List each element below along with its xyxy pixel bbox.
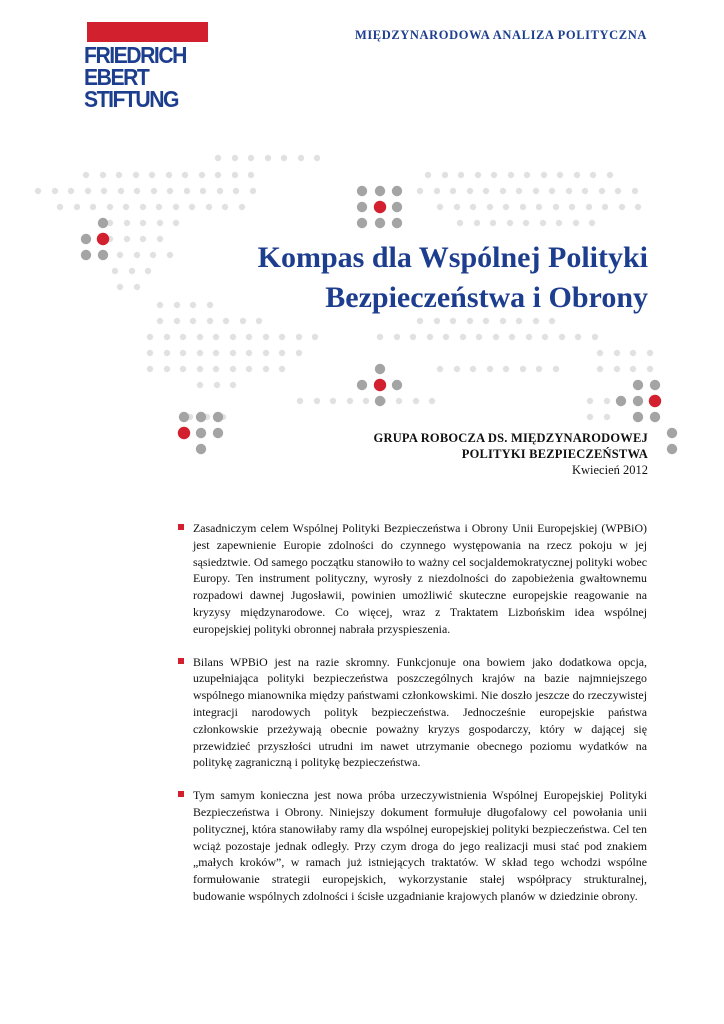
map-dot bbox=[541, 172, 547, 178]
map-dot bbox=[157, 302, 163, 308]
map-dot bbox=[197, 366, 203, 372]
map-dot bbox=[180, 366, 186, 372]
map-dot bbox=[279, 350, 285, 356]
map-dot bbox=[410, 334, 416, 340]
map-dot bbox=[540, 220, 546, 226]
map-dot bbox=[134, 188, 140, 194]
map-dot bbox=[248, 172, 254, 178]
map-dot bbox=[592, 334, 598, 340]
map-dot bbox=[297, 398, 303, 404]
map-dot bbox=[265, 155, 271, 161]
map-dot bbox=[196, 428, 206, 438]
map-dot bbox=[197, 350, 203, 356]
map-dot bbox=[182, 172, 188, 178]
map-dot bbox=[357, 202, 367, 212]
map-dot bbox=[490, 220, 496, 226]
paragraph-text: Tym samym konieczna jest nowa próba urzeczywistnienia Wspólnej Europejskiej Polityki Bezpieczeństwa i Obrony. Niniejszy dokument formułuje długofalowy cel powołania unii politycznej, która stanowiłaby ramy dla wspólnej europejskiej polityki bezpieczeństwa. Cel ten wciąż pozostaje jednak odległy. Przy czym droga do jego realizacji musi stać pod znakiem „małych kroków”, w ramach już istniejących traktatów. W skład tego wchodzi wspólne formułowanie strategii europejskich, wykorzystanie stałej współpracy strukturalnej, budowanie wspólnych zdolności i ścisłe uzgadnianie krajowych planów w dziedzinie obrony. bbox=[193, 788, 647, 903]
map-dot bbox=[417, 188, 423, 194]
map-dot bbox=[167, 252, 173, 258]
map-dot bbox=[516, 318, 522, 324]
map-dot bbox=[437, 204, 443, 210]
map-dot bbox=[467, 188, 473, 194]
map-dot bbox=[493, 334, 499, 340]
map-dot bbox=[98, 250, 108, 260]
map-dot bbox=[166, 172, 172, 178]
map-dot bbox=[74, 204, 80, 210]
map-dot bbox=[667, 444, 677, 454]
map-dot bbox=[97, 233, 109, 245]
map-dot bbox=[582, 188, 588, 194]
map-dot bbox=[392, 186, 402, 196]
map-dot bbox=[553, 204, 559, 210]
map-dot bbox=[330, 398, 336, 404]
map-dot bbox=[164, 350, 170, 356]
map-dot bbox=[178, 427, 190, 439]
map-dot bbox=[215, 172, 221, 178]
map-dot bbox=[173, 220, 179, 226]
map-dot bbox=[246, 366, 252, 372]
map-dot bbox=[81, 234, 91, 244]
map-dot bbox=[377, 334, 383, 340]
map-dot bbox=[429, 398, 435, 404]
map-dot bbox=[279, 334, 285, 340]
map-dot bbox=[476, 334, 482, 340]
map-dot bbox=[533, 318, 539, 324]
map-dot bbox=[164, 366, 170, 372]
map-dot bbox=[375, 396, 385, 406]
map-dot bbox=[197, 382, 203, 388]
summary-paragraph bbox=[178, 520, 647, 638]
map-dot bbox=[597, 350, 603, 356]
map-dot bbox=[246, 350, 252, 356]
map-dot bbox=[503, 204, 509, 210]
map-dot bbox=[457, 220, 463, 226]
map-dot bbox=[147, 350, 153, 356]
map-dot bbox=[207, 318, 213, 324]
map-dot bbox=[101, 188, 107, 194]
map-dot bbox=[134, 252, 140, 258]
map-dot bbox=[196, 444, 206, 454]
map-dot bbox=[250, 188, 256, 194]
paragraph-text: Zasadniczym celem Wspólnej Polityki Bezpieczeństwa i Obrony Unii Europejskiej (WPBiO) jest zapewnienie Europie zdolności do czynnego występowania na rzecz pokoju w jej sąsiedztwie. Od samego początku stanowiło to ważny cel socjaldemokratycznej polityki wobec Europy. Ten instrument polityczny, wyrosły z niezdolności do zapobieżenia gwałtownemu rozpadowi dawnej Jugosławii, powinien umożliwić skuteczne europejskie reagowanie na kryzysy międzynarodowe. Co więcej, wraz z Traktatem Lizbońskim idea wspólnej europejskiej polityki obronnej nabrała przyspieszenia. bbox=[193, 521, 647, 636]
map-dot bbox=[233, 188, 239, 194]
map-dot bbox=[174, 318, 180, 324]
map-dot bbox=[599, 188, 605, 194]
map-dot bbox=[230, 382, 236, 388]
map-dot bbox=[542, 334, 548, 340]
map-dot bbox=[116, 172, 122, 178]
map-dot bbox=[189, 204, 195, 210]
map-dot bbox=[450, 188, 456, 194]
map-dot bbox=[214, 382, 220, 388]
map-dot bbox=[590, 172, 596, 178]
map-dot bbox=[604, 398, 610, 404]
document-meta bbox=[374, 430, 648, 478]
map-dot bbox=[81, 250, 91, 260]
map-dot bbox=[454, 366, 460, 372]
map-dot bbox=[239, 204, 245, 210]
map-dot bbox=[100, 172, 106, 178]
map-dot bbox=[536, 366, 542, 372]
map-dot bbox=[248, 155, 254, 161]
map-dot bbox=[650, 412, 660, 422]
map-dot bbox=[503, 366, 509, 372]
map-dot bbox=[35, 188, 41, 194]
map-dot bbox=[213, 366, 219, 372]
publication-date: Kwiecień 2012 bbox=[571, 463, 648, 477]
map-dot bbox=[630, 350, 636, 356]
map-dot bbox=[217, 188, 223, 194]
map-dot bbox=[633, 396, 643, 406]
map-dot bbox=[129, 268, 135, 274]
map-dot bbox=[437, 366, 443, 372]
bullet-square-icon bbox=[178, 791, 184, 797]
map-dot bbox=[123, 204, 129, 210]
map-dot bbox=[413, 398, 419, 404]
map-dot bbox=[145, 268, 151, 274]
bullet-square-icon bbox=[178, 524, 184, 530]
map-dot bbox=[167, 188, 173, 194]
map-dot bbox=[117, 252, 123, 258]
map-dot bbox=[312, 334, 318, 340]
summary-paragraph bbox=[178, 654, 647, 772]
map-dot bbox=[190, 318, 196, 324]
map-dot bbox=[460, 334, 466, 340]
title-line-1: Kompas dla Wspólnej Polityki bbox=[257, 241, 648, 274]
map-dot bbox=[470, 366, 476, 372]
map-dot bbox=[647, 350, 653, 356]
map-dot bbox=[633, 380, 643, 390]
map-dot bbox=[173, 204, 179, 210]
map-dot bbox=[396, 398, 402, 404]
map-dot bbox=[222, 204, 228, 210]
title-line-2: Bezpieczeństwa i Obrony bbox=[325, 281, 648, 314]
map-dot bbox=[83, 172, 89, 178]
map-dot bbox=[587, 414, 593, 420]
logo-line-1: FRIEDRICH bbox=[84, 42, 186, 68]
map-dot bbox=[574, 172, 580, 178]
map-dot bbox=[500, 318, 506, 324]
summary-content bbox=[178, 520, 647, 921]
map-dot bbox=[509, 334, 515, 340]
map-dot bbox=[263, 366, 269, 372]
map-dot bbox=[140, 220, 146, 226]
map-dot bbox=[487, 204, 493, 210]
map-dot bbox=[442, 172, 448, 178]
map-dot bbox=[392, 202, 402, 212]
map-dot bbox=[314, 155, 320, 161]
map-dot bbox=[112, 268, 118, 274]
map-dot bbox=[587, 398, 593, 404]
map-dot bbox=[347, 398, 353, 404]
map-dot bbox=[458, 172, 464, 178]
map-dot bbox=[124, 236, 130, 242]
map-dot bbox=[454, 204, 460, 210]
map-dot bbox=[223, 318, 229, 324]
map-dot bbox=[85, 188, 91, 194]
map-dot bbox=[232, 155, 238, 161]
map-dot bbox=[140, 236, 146, 242]
map-dot bbox=[474, 220, 480, 226]
map-dot bbox=[140, 204, 146, 210]
map-dot bbox=[298, 155, 304, 161]
map-dot bbox=[375, 186, 385, 196]
map-dot bbox=[443, 334, 449, 340]
map-dot bbox=[357, 380, 367, 390]
map-dot bbox=[533, 188, 539, 194]
map-dot bbox=[602, 204, 608, 210]
map-dot bbox=[157, 318, 163, 324]
map-dot bbox=[375, 218, 385, 228]
logo-line-3: STIFTUNG bbox=[84, 86, 179, 112]
map-dot bbox=[357, 186, 367, 196]
map-dot bbox=[614, 350, 620, 356]
map-dot bbox=[124, 220, 130, 226]
map-dot bbox=[536, 204, 542, 210]
map-dot bbox=[557, 172, 563, 178]
map-dot bbox=[649, 395, 661, 407]
map-dot bbox=[394, 334, 400, 340]
map-dot bbox=[296, 350, 302, 356]
map-dot bbox=[630, 366, 636, 372]
map-dot bbox=[156, 204, 162, 210]
map-dot bbox=[573, 220, 579, 226]
map-dot bbox=[569, 204, 575, 210]
map-dot bbox=[57, 204, 63, 210]
map-dot bbox=[213, 412, 223, 422]
map-dot bbox=[526, 334, 532, 340]
map-dot bbox=[206, 204, 212, 210]
map-dot bbox=[604, 414, 610, 420]
map-dot bbox=[180, 350, 186, 356]
map-dot bbox=[314, 398, 320, 404]
map-dot bbox=[232, 172, 238, 178]
map-dot bbox=[134, 284, 140, 290]
map-dot bbox=[256, 318, 262, 324]
map-dot bbox=[508, 172, 514, 178]
map-dot bbox=[483, 318, 489, 324]
map-dot bbox=[52, 188, 58, 194]
map-dot bbox=[196, 412, 206, 422]
map-dot bbox=[107, 204, 113, 210]
map-dot bbox=[363, 398, 369, 404]
map-dot bbox=[375, 364, 385, 374]
map-dot bbox=[296, 334, 302, 340]
series-title: MIĘDZYNARODOWA ANALIZA POLITYCZNA bbox=[354, 28, 647, 42]
map-dot bbox=[615, 188, 621, 194]
map-dot bbox=[147, 334, 153, 340]
map-dot bbox=[117, 284, 123, 290]
map-dot bbox=[507, 220, 513, 226]
map-dot bbox=[246, 334, 252, 340]
author-line-1: GRUPA ROBOCZA DS. MIĘDZYNARODOWEJ bbox=[373, 431, 648, 445]
map-dot bbox=[68, 188, 74, 194]
map-dot bbox=[240, 318, 246, 324]
map-dot bbox=[549, 318, 555, 324]
map-dot bbox=[157, 220, 163, 226]
map-dot bbox=[619, 204, 625, 210]
map-dot bbox=[427, 334, 433, 340]
map-dot bbox=[556, 220, 562, 226]
map-dot bbox=[607, 172, 613, 178]
map-dot bbox=[586, 204, 592, 210]
map-dot bbox=[279, 366, 285, 372]
map-dot bbox=[487, 366, 493, 372]
map-dot bbox=[616, 396, 626, 406]
map-dot bbox=[475, 172, 481, 178]
map-dot bbox=[147, 366, 153, 372]
map-dot bbox=[157, 236, 163, 242]
map-dot bbox=[151, 188, 157, 194]
map-dot bbox=[118, 188, 124, 194]
map-dot bbox=[575, 334, 581, 340]
logo-line-2: EBERT bbox=[84, 64, 149, 90]
map-dot bbox=[434, 318, 440, 324]
map-dot bbox=[597, 366, 603, 372]
map-dot bbox=[392, 380, 402, 390]
map-dot bbox=[633, 412, 643, 422]
map-dot bbox=[374, 201, 386, 213]
map-dot bbox=[650, 380, 660, 390]
map-dot bbox=[566, 188, 572, 194]
map-dot bbox=[213, 334, 219, 340]
map-dot bbox=[263, 350, 269, 356]
map-dot bbox=[434, 188, 440, 194]
map-dot bbox=[417, 318, 423, 324]
map-dot bbox=[425, 172, 431, 178]
map-dot bbox=[559, 334, 565, 340]
map-dot bbox=[164, 334, 170, 340]
map-dot bbox=[483, 188, 489, 194]
map-dot bbox=[230, 350, 236, 356]
map-dot bbox=[667, 428, 677, 438]
author-line-2: POLITYKI BEZPIECZEŃSTWA bbox=[461, 447, 648, 461]
map-dot bbox=[470, 204, 476, 210]
map-dot bbox=[516, 188, 522, 194]
map-dot bbox=[179, 412, 189, 422]
map-dot bbox=[90, 204, 96, 210]
map-dot bbox=[500, 188, 506, 194]
map-dot bbox=[213, 350, 219, 356]
map-dot bbox=[184, 188, 190, 194]
map-dot bbox=[647, 366, 653, 372]
map-dot bbox=[614, 366, 620, 372]
map-dot bbox=[392, 218, 402, 228]
map-dot bbox=[523, 220, 529, 226]
map-dot bbox=[213, 428, 223, 438]
map-dot bbox=[230, 366, 236, 372]
map-dot bbox=[520, 204, 526, 210]
summary-paragraph bbox=[178, 787, 647, 905]
map-dot bbox=[450, 318, 456, 324]
document-title bbox=[188, 238, 648, 318]
map-dot bbox=[374, 379, 386, 391]
map-dot bbox=[524, 172, 530, 178]
map-dot bbox=[635, 204, 641, 210]
map-dot bbox=[98, 218, 108, 228]
map-dot bbox=[281, 155, 287, 161]
map-dot bbox=[149, 172, 155, 178]
map-dot bbox=[589, 220, 595, 226]
map-dot bbox=[549, 188, 555, 194]
map-dot bbox=[199, 172, 205, 178]
map-dot bbox=[180, 334, 186, 340]
map-dot bbox=[174, 302, 180, 308]
map-dot bbox=[197, 334, 203, 340]
map-dot bbox=[467, 318, 473, 324]
map-dot bbox=[215, 155, 221, 161]
map-dot bbox=[200, 188, 206, 194]
paragraph-text: Bilans WPBiO jest na razie skromny. Funkcjonuje ona bowiem jako dodatkowa opcja, uzupełniająca polityki bezpieczeństwa poszczególnych krajów na bazie najmniejszego wspólnego mianownika między państwami członkowskimi. Nie doszło jeszcze do rzeczywistej integracji narodowych polityk bezpieczeństwa. Jednocześnie europejskie państwa członkowskie przeżywają obecnie poważny kryzys gospodarczy, który w dającej się przewidzieć przyszłości utrudni im nawet utrzymanie obecnego poziomu wydatków na politykę zagraniczną i politykę bezpieczeństwa. bbox=[193, 654, 647, 770]
map-dot bbox=[150, 252, 156, 258]
bullet-square-icon bbox=[178, 658, 184, 664]
map-dot bbox=[263, 334, 269, 340]
map-dot bbox=[357, 218, 367, 228]
map-dot bbox=[553, 366, 559, 372]
map-dot bbox=[133, 172, 139, 178]
map-dot bbox=[230, 334, 236, 340]
map-dot bbox=[491, 172, 497, 178]
map-dot bbox=[632, 188, 638, 194]
map-dot bbox=[520, 366, 526, 372]
